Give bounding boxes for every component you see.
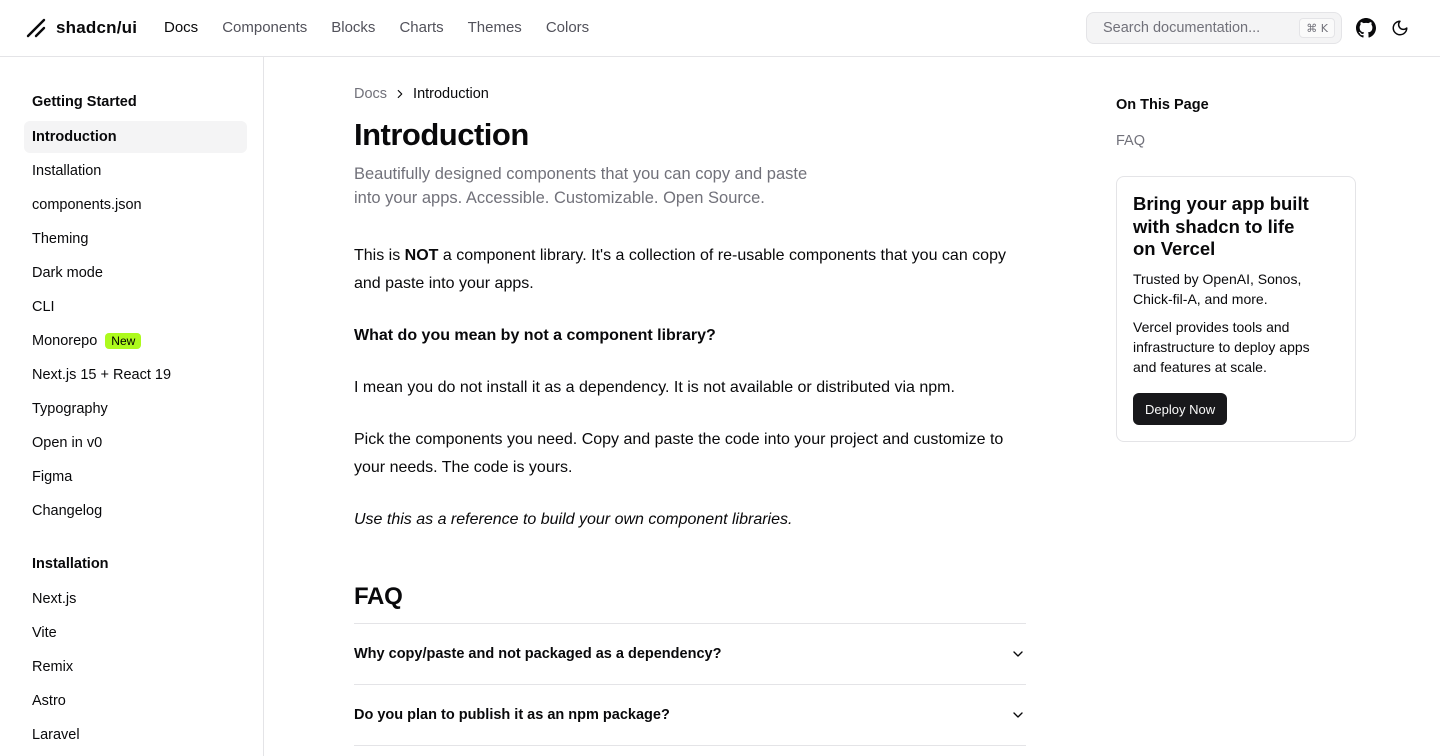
sidebar-item-label: Vite bbox=[32, 625, 57, 641]
intro-text-after: a component library. It's a collection of re-usable components that you can copy and paste into your apps. bbox=[354, 247, 1006, 292]
sidebar-item-dark-mode[interactable] bbox=[24, 257, 247, 289]
sidebar-item-nextjs[interactable] bbox=[24, 583, 247, 615]
faq-heading: FAQ bbox=[354, 583, 403, 610]
question-heading bbox=[354, 322, 1030, 350]
theme-toggle-button[interactable] bbox=[1388, 16, 1412, 40]
nav-colors[interactable]: Colors bbox=[545, 19, 590, 36]
breadcrumb-docs-link[interactable]: Docs bbox=[354, 86, 388, 102]
sidebar-item-label: Figma bbox=[32, 469, 73, 485]
page-description: Beautifully designed components that you can copy and paste into your apps. Accessible. Customizable. Open Source. bbox=[354, 165, 808, 207]
sidebar-group-installation: Installation bbox=[32, 556, 109, 572]
sidebar-item-cli[interactable] bbox=[24, 291, 247, 323]
nav-charts[interactable]: Charts bbox=[399, 19, 444, 36]
toc-title: On This Page bbox=[1116, 97, 1209, 113]
sidebar-item-label: Theming bbox=[32, 231, 89, 247]
sidebar-item-nextjs-15-react-19[interactable] bbox=[24, 359, 247, 391]
sidebar-item-label: components.json bbox=[32, 197, 142, 213]
promo-title: Bring your app built with shadcn to life on Vercel bbox=[1133, 193, 1309, 259]
sidebar-group-getting-started: Getting Started bbox=[32, 94, 137, 110]
promo-description: Vercel provides tools and infrastructure to deploy apps and features at scale. bbox=[1133, 319, 1310, 375]
deploy-now-button[interactable]: Deploy Now bbox=[1133, 393, 1227, 425]
sidebar-item-astro[interactable] bbox=[24, 685, 247, 717]
sidebar-item-theming[interactable] bbox=[24, 223, 247, 255]
sidebar-item-label: Next.js 15 + React 19 bbox=[32, 367, 172, 383]
home-logo-link[interactable] bbox=[24, 16, 137, 40]
sidebar-item-label: CLI bbox=[32, 299, 55, 315]
nav-themes[interactable]: Themes bbox=[467, 19, 522, 36]
nav-components[interactable]: Components bbox=[222, 19, 308, 36]
pick-components-paragraph: Pick the components you need. Copy and paste the code into your project and customize to your needs. The code is yours. bbox=[354, 431, 1004, 476]
sidebar-item-label: Dark mode bbox=[32, 265, 103, 281]
question-text: What do you mean by not a component library? bbox=[354, 327, 716, 344]
sidebar-item-label: Introduction bbox=[32, 129, 117, 145]
new-badge: New bbox=[105, 333, 141, 349]
sidebar-item-label: Changelog bbox=[32, 503, 103, 519]
sidebar-item-label: Open in v0 bbox=[32, 435, 103, 451]
slash-logo-icon bbox=[24, 16, 48, 40]
sidebar-item-label: Remix bbox=[32, 659, 74, 675]
sidebar-item-vite[interactable] bbox=[24, 617, 247, 649]
faq-question: Do you plan to publish it as an npm package? bbox=[354, 707, 670, 723]
main-nav bbox=[164, 18, 589, 38]
chevron-down-icon bbox=[1010, 646, 1026, 662]
breadcrumb-current: Introduction bbox=[413, 86, 489, 102]
breadcrumb bbox=[354, 86, 489, 102]
vercel-promo-card bbox=[1116, 176, 1356, 442]
sidebar-item-typography[interactable] bbox=[24, 393, 247, 425]
sidebar-item-label: Astro bbox=[32, 693, 66, 709]
sidebar-item-label: Typography bbox=[32, 401, 108, 417]
sidebar-item-figma[interactable] bbox=[24, 461, 247, 493]
promo-trusted-text: Trusted by OpenAI, Sonos, Chick-fil-A, and more. bbox=[1133, 271, 1302, 307]
github-link[interactable] bbox=[1354, 16, 1378, 40]
sidebar-item-changelog[interactable] bbox=[24, 495, 247, 527]
docs-sidebar bbox=[0, 57, 264, 756]
page-title: Introduction bbox=[354, 117, 529, 152]
sidebar-item-label: Monorepo bbox=[32, 333, 98, 349]
sidebar-item-installation[interactable] bbox=[24, 155, 247, 187]
intro-paragraph bbox=[354, 242, 1030, 298]
faq-accordion-item[interactable] bbox=[354, 624, 1026, 685]
nav-docs[interactable]: Docs bbox=[164, 19, 199, 36]
search-shortcut: ⌘ K bbox=[1299, 18, 1335, 38]
logo-text: shadcn/ui bbox=[56, 18, 138, 37]
moon-icon bbox=[1391, 19, 1409, 37]
faq-question: Why copy/paste and not packaged as a dependency? bbox=[354, 646, 722, 662]
site-header bbox=[0, 0, 1440, 57]
chevron-down-icon bbox=[1010, 707, 1026, 723]
chevron-right-icon bbox=[393, 87, 407, 101]
faq-accordion-item[interactable] bbox=[354, 685, 1026, 746]
search-button[interactable] bbox=[1086, 12, 1342, 44]
sidebar-item-remix[interactable] bbox=[24, 651, 247, 683]
sidebar-item-label: Laravel bbox=[32, 727, 80, 743]
sidebar-item-components-json[interactable] bbox=[24, 189, 247, 221]
nav-blocks[interactable]: Blocks bbox=[331, 19, 376, 36]
toc-link-faq[interactable]: FAQ bbox=[1116, 133, 1146, 149]
reference-paragraph: Use this as a reference to build your own component libraries. bbox=[354, 511, 793, 528]
intro-text-before: This is bbox=[354, 247, 405, 264]
github-icon bbox=[1356, 18, 1376, 38]
sidebar-item-monorepo[interactable] bbox=[24, 325, 247, 357]
sidebar-item-label: Next.js bbox=[32, 591, 77, 607]
sidebar-item-introduction[interactable] bbox=[24, 121, 247, 153]
sidebar-item-label: Installation bbox=[32, 163, 102, 179]
search-placeholder: Search documentation... bbox=[1103, 20, 1261, 36]
sidebar-item-laravel[interactable] bbox=[24, 719, 247, 751]
answer-paragraph: I mean you do not install it as a dependency. It is not available or distributed via npm. bbox=[354, 379, 955, 396]
intro-strong-not: NOT bbox=[404, 247, 439, 264]
sidebar-item-open-in-v0[interactable] bbox=[24, 427, 247, 459]
